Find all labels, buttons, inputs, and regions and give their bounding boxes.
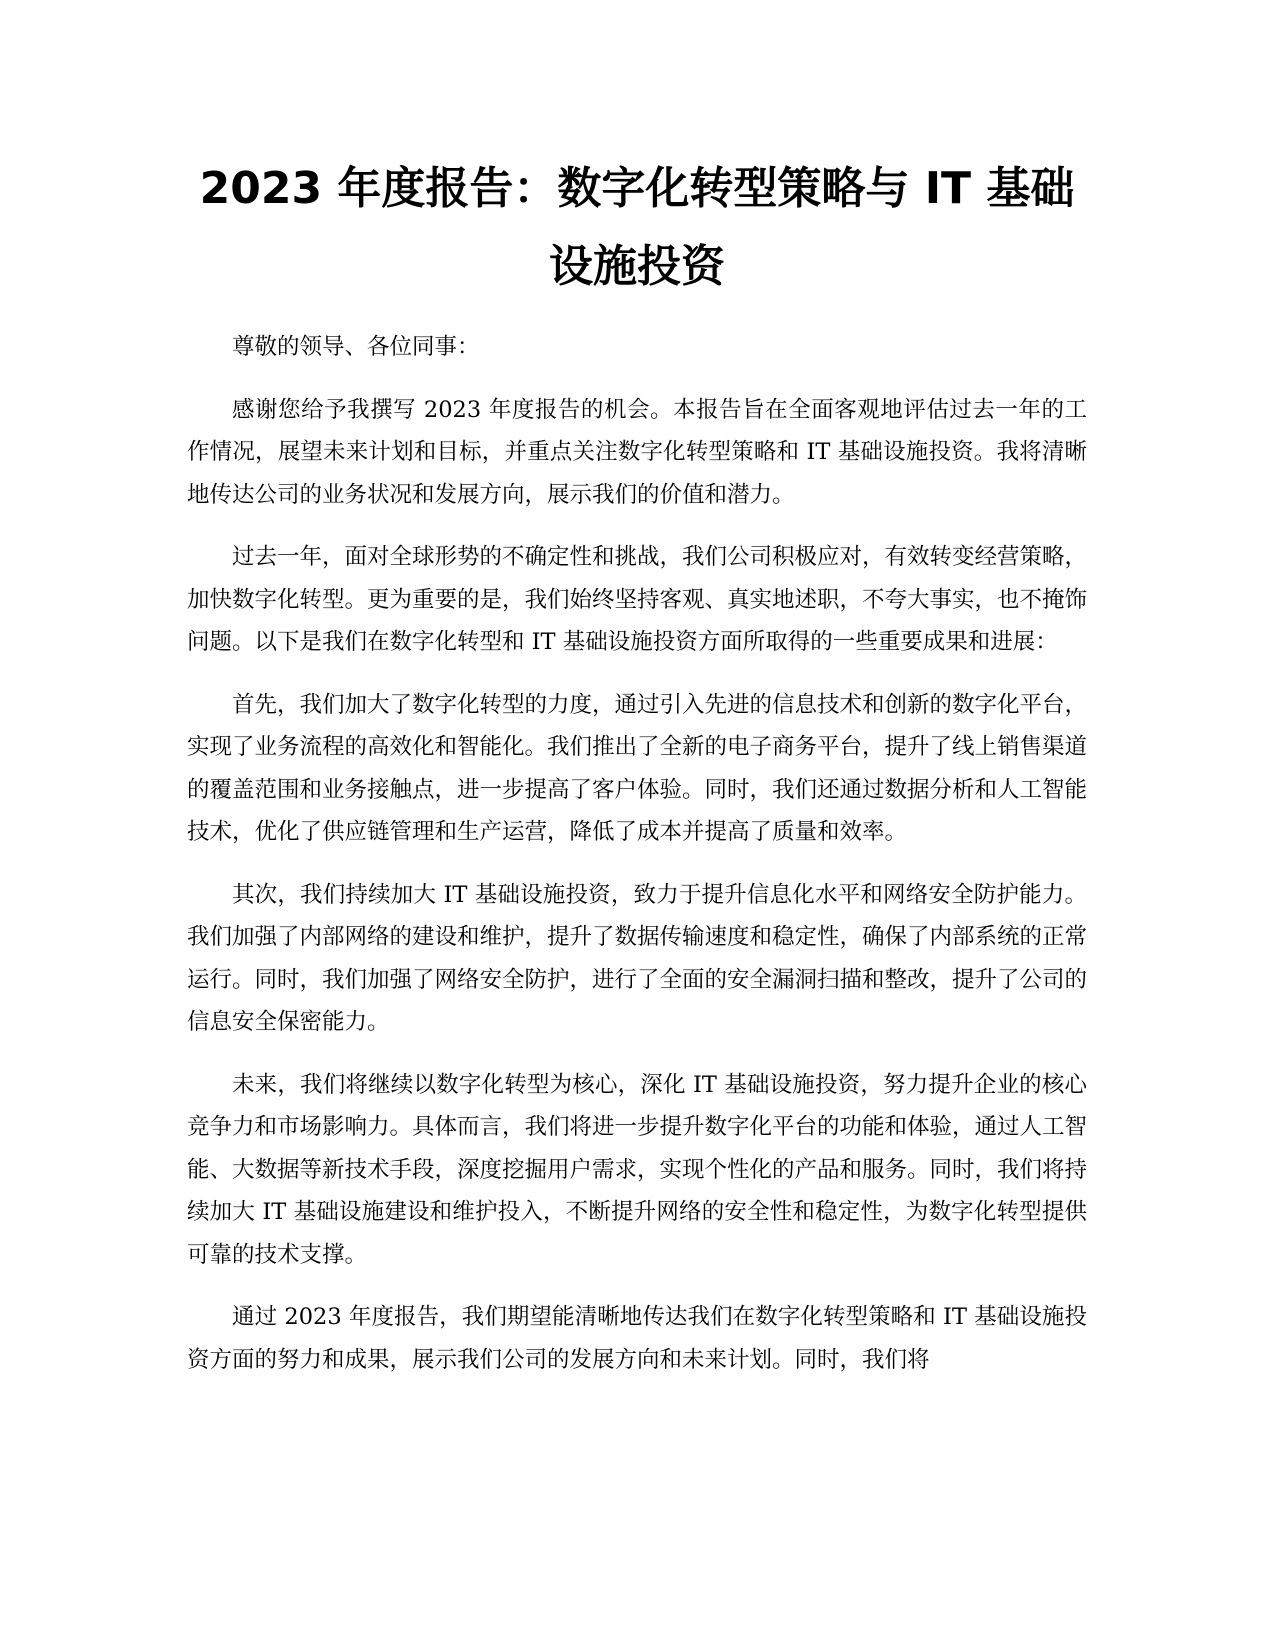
- document-body: [187, 326, 1087, 1381]
- document-title: 2023 年度报告：数字化转型策略与 IT 基础设施投资: [199, 163, 1075, 292]
- document-content: [187, 150, 1087, 1381]
- paragraph-past-year-review: 过去一年，面对全球形势的不确定性和挑战，我们公司积极应对，有效转变经营策略，加快数字化转型。更为重要的是，我们始终坚持客观、真实地述职，不夸大事实，也不掩饰问题。以下是我们在数字化转型和 IT 基础设施投资方面所取得的一些重要成果和进展：: [187, 544, 1088, 655]
- paragraph-introduction: 感谢您给予我撰写 2023 年度报告的机会。本报告旨在全面客观地评估过去一年的工作情况，展望未来计划和目标，并重点关注数字化转型策略和 IT 基础设施投资。我将清晰地传达公司的业务状况和发展方向，展示我们的价值和潜力。: [187, 396, 1087, 508]
- paragraph-salutation: 尊敬的领导、各位同事：: [232, 334, 480, 360]
- paragraph-conclusion: 通过 2023 年度报告，我们期望能清晰地传达我们在数字化转型策略和 IT 基础设施投资方面的努力和成果，展示我们公司的发展方向和未来计划。同时，我们将: [187, 1304, 1087, 1373]
- paragraph-it-infrastructure: 其次，我们持续加大 IT 基础设施投资，致力于提升信息化水平和网络安全防护能力。我们加强了内部网络的建设和维护，提升了数据传输速度和稳定性，确保了内部系统的正常运行。同时，我们加强了网络安全防护，进行了全面的安全漏洞扫描和整改，提升了公司的信息安全保密能力。: [187, 881, 1088, 1035]
- paragraph-digital-transformation: 首先，我们加大了数字化转型的力度，通过引入先进的信息技术和创新的数字化平台，实现了业务流程的高效化和智能化。我们推出了全新的电子商务平台，提升了线上销售渠道的覆盖范围和业务接触点，进一步提高了客户体验。同时，我们还通过数据分析和人工智能技术，优化了供应链管理和生产运营，降低了成本并提高了质量和效率。: [187, 691, 1088, 845]
- paragraph-future-plans: 未来，我们将继续以数字化转型为核心，深化 IT 基础设施投资，努力提升企业的核心竞争力和市场影响力。具体而言，我们将进一步提升数字化平台的功能和体验，通过人工智能、大数据等新技术手段，深度挖掘用户需求，实现个性化的产品和服务。同时，我们将持续加大 IT 基础设施建设和维护投入，不断提升网络的安全性和稳定性，为数字化转型提供可靠的技术支撑。: [187, 1071, 1088, 1268]
